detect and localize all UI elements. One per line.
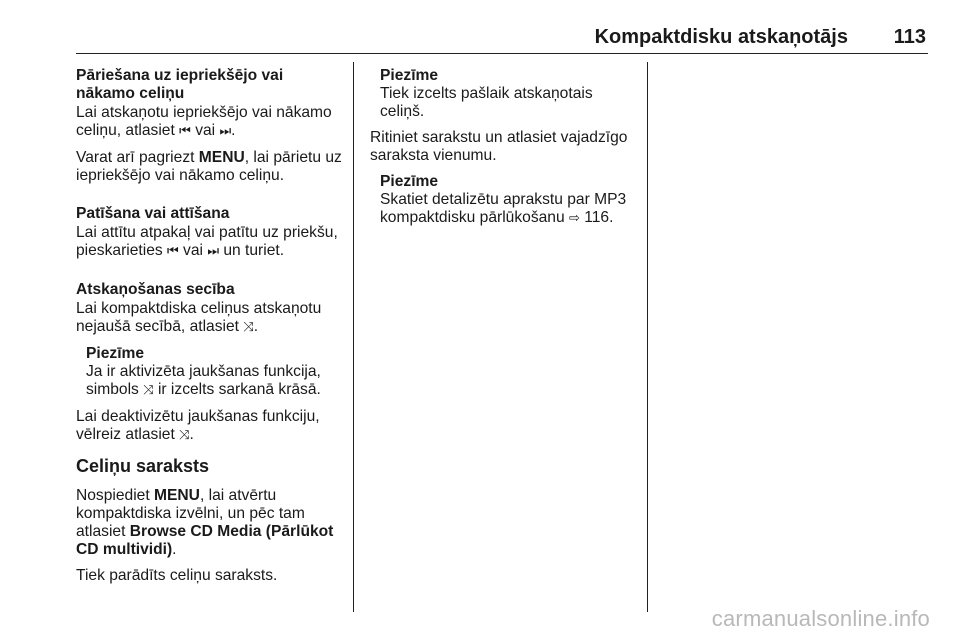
shuffle-heading: Atskaņošanas secība [76, 281, 235, 298]
previous-track-icon: ⏮ [167, 244, 179, 259]
page-title: Kompaktdisku atskaņotājs [594, 26, 848, 48]
shuffle-icon: ⤨ [243, 320, 254, 335]
column-divider-right [647, 62, 648, 612]
scroll-list-text: Ritiniet sarakstu un atlasiet vajadzīgo saraksta vienumu. [370, 129, 628, 164]
track-list-shown-text: Tiek parādīts celiņu saraksts. [76, 567, 278, 584]
note-title: Piezīme [380, 173, 439, 190]
note-title: Piezīme [86, 345, 145, 362]
next-track-icon: ⏭ [207, 244, 220, 259]
note-title: Piezīme [380, 67, 439, 84]
seek-text: Lai attītu atpakaļ vai patītu uz priekšu, pieskarieties ⏮ vai ⏭ un turiet. [76, 224, 338, 259]
mp3-note [370, 173, 638, 228]
browse-cd-media-label: Browse CD Media (Pārlūkot CD multividi) [76, 523, 334, 558]
shuffle-note [76, 345, 344, 400]
header-rule [76, 53, 928, 54]
column-divider-left [353, 62, 354, 612]
seek-heading: Patīšana vai attīšana [76, 205, 230, 222]
prev-next-text: Lai atskaņotu iepriekšējo vai nākamo celiņu, atlasiet ⏮ vai ⏭. [76, 104, 332, 139]
page-reference-icon: ⇨ [568, 211, 580, 226]
note-text: Skatiet detalizētu aprakstu par MP3 kompaktdisku pārlūkošanu ⇨ 116. [380, 191, 627, 226]
page-number: 113 [893, 26, 926, 48]
note-text: Tiek izcelts pašlaik atskaņotais celiņš. [380, 85, 593, 120]
menu-knob-text: Varat arī pagriezt MENU, lai pārietu uz iepriekšējo vai nākamo celiņu. [76, 149, 342, 184]
menu-key-label: MENU [198, 149, 245, 166]
prev-next-heading: Pāriešana uz iepriekšējo vai nākamo celiņu [76, 67, 284, 102]
track-list-text: Nospiediet MENU, lai atvērtu kompaktdiska izvēlni, un pēc tam atlasiet Browse CD Media (Pārlūkot CD multividi). [76, 487, 334, 558]
middle-column [370, 67, 638, 236]
page-reference[interactable]: 116 [584, 209, 610, 226]
note-text: Ja ir aktivizēta jaukšanas funkcija, simbols ⤨ ir izcelts sarkanā krāsā. [86, 363, 321, 398]
next-track-icon: ⏭ [219, 124, 232, 139]
menu-key-label: MENU [154, 487, 200, 504]
watermark: carmanualsonline.info [711, 606, 930, 631]
shuffle-icon: ⤨ [143, 383, 154, 398]
shuffle-text: Lai kompaktdiska celiņus atskaņotu nejaušā secībā, atlasiet ⤨. [76, 300, 322, 335]
left-column [76, 67, 344, 593]
shuffle-off-text: Lai deaktivizētu jaukšanas funkciju, vēlreiz atlasiet ⤨. [76, 408, 320, 443]
previous-track-icon: ⏮ [179, 124, 191, 139]
current-track-note [370, 67, 638, 121]
shuffle-icon: ⤨ [179, 428, 190, 443]
track-list-heading: Celiņu saraksts [76, 456, 210, 476]
